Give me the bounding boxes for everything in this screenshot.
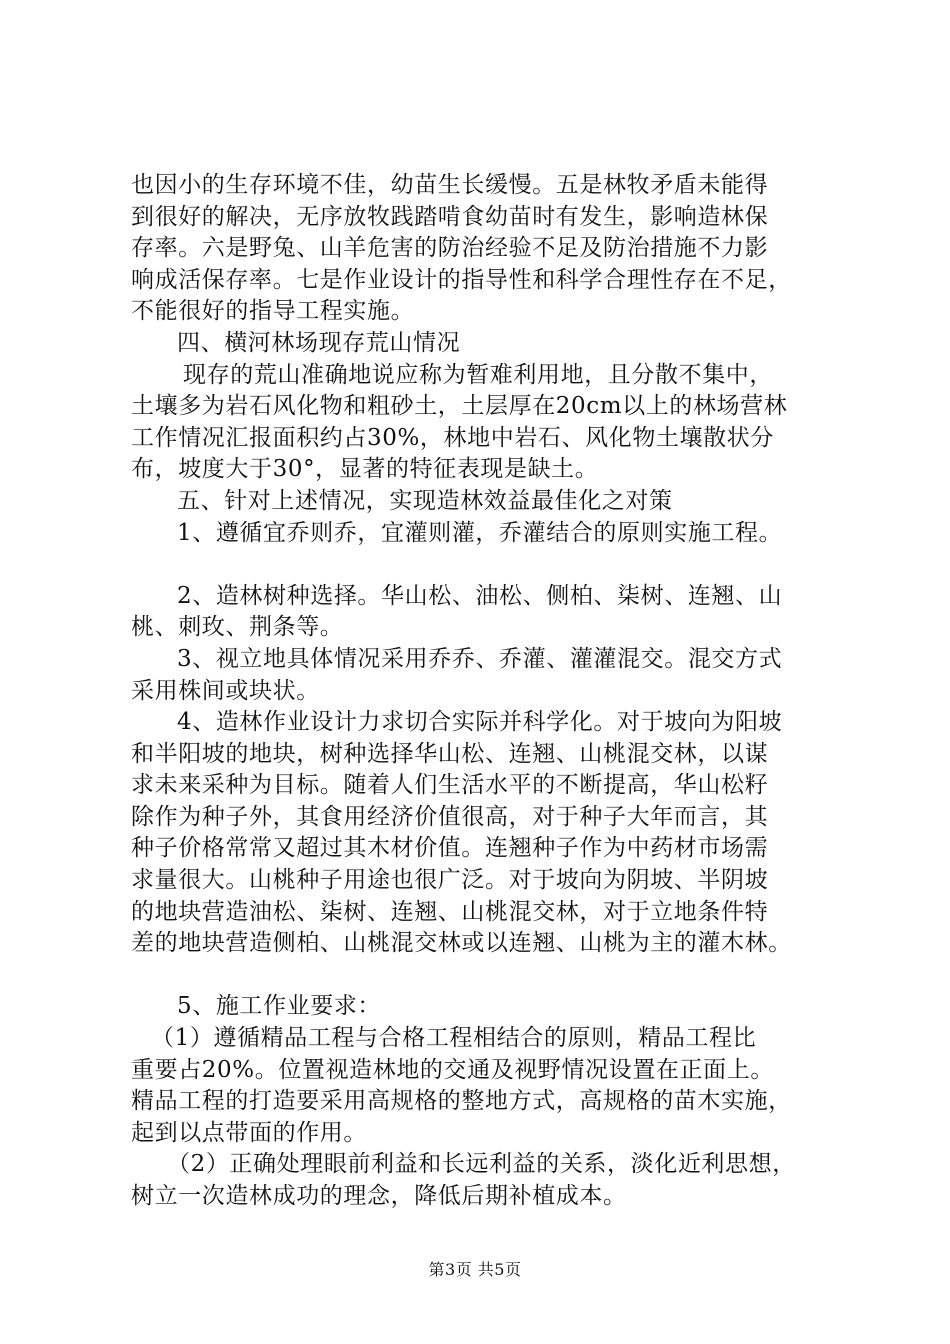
paragraph-line: 和半阳坡的地块，树种选择华山松、连翘、山桃混交林，以谋	[131, 740, 769, 767]
paragraph-line: 树立一次造林成功的理念，降低后期补植成本。	[131, 1183, 627, 1209]
paragraph-line: 桃、刺玫、荆条等。	[131, 614, 344, 641]
paragraph-line: 响成活保存率。七是作业设计的指导性和科学合理性存在不足，	[131, 266, 792, 293]
paragraph-line: 求量很大。山桃种子用途也很广泛。对于坡向为阴坡、半阴坡	[131, 867, 769, 894]
list-item: 5、施工作业要求：	[177, 993, 382, 1020]
paragraph-line: 现存的荒山准确地说应称为暂难利用地，且分散不集中，	[183, 361, 773, 388]
paragraph-line: 起到以点带面的作用。	[131, 1119, 367, 1146]
blank-line	[131, 960, 831, 992]
list-item: 2、造林树种选择。华山松、油松、侧柏、柒树、连翘、山	[177, 582, 783, 609]
paragraph-line: 不能很好的指导工程实施。	[131, 298, 415, 325]
paragraph-line: 到很好的解决，无序放牧践踏啃食幼苗时有发生，影响造林保	[131, 203, 769, 230]
paragraph-line: 采用株间或块状。	[131, 677, 320, 704]
paragraph-line: 种子价格常常又超过其木材价值。连翘种子作为中药材市场需	[131, 835, 769, 862]
list-item: （2）正确处理眼前利益和长远利益的关系，淡化近利思想，	[167, 1151, 796, 1178]
list-item: 3、视立地具体情况采用乔乔、乔灌、灌灌混交。混交方式	[177, 645, 783, 672]
body-text	[131, 170, 831, 1213]
section-heading: 四、横河林场现存荒山情况	[177, 329, 461, 356]
paragraph-line: 差的地块营造侧柏、山桃混交林或以连翘、山桃为主的灌木林。	[131, 930, 792, 957]
paragraph-line: 存率。六是野兔、山羊危害的防治经验不足及防治措施不力影	[131, 235, 769, 262]
paragraph-line: 也因小的生存环境不佳，幼苗生长缓慢。五是林牧矛盾未能得	[131, 172, 769, 198]
list-item: 1、遵循宜乔则乔，宜灌则灌，乔灌结合的原则实施工程。	[177, 519, 783, 546]
paragraph-line: 的地块营造油松、柒树、连翘、山桃混交林，对于立地条件特	[131, 898, 769, 925]
paragraph-line: 工作情况汇报面积约占30%，林地中岩石、风化物土壤散状分	[131, 424, 774, 451]
page-footer: 第3页 共5页	[428, 1260, 522, 1279]
paragraph-line: 布，坡度大于30°，显著的特征表现是缺土。	[131, 456, 599, 483]
list-item: 4、造林作业设计力求切合实际并科学化。对于坡向为阳坡	[177, 709, 783, 736]
paragraph-line: 求未来采种为目标。随着人们生活水平的不断提高，华山松籽	[131, 772, 769, 799]
paragraph-line: 精品工程的打造要采用高规格的整地方式，高规格的苗木实施，	[131, 1088, 792, 1115]
paragraph-line: 土壤多为岩石风化物和粗砂土，土层厚在20cm以上的林场营林	[131, 393, 788, 420]
paragraph-line: 除作为种子外，其食用经济价值很高，对于种子大年而言，其	[131, 803, 769, 830]
paragraph-line: 重要占20%。位置视造林地的交通及视野情况设置在正面上。	[131, 1056, 774, 1083]
list-item: （1）遵循精品工程与合格工程相结合的原则，精品工程比	[151, 1025, 757, 1052]
section-heading: 五、针对上述情况，实现造林效益最佳化之对策	[177, 487, 673, 514]
blank-line	[131, 549, 831, 581]
